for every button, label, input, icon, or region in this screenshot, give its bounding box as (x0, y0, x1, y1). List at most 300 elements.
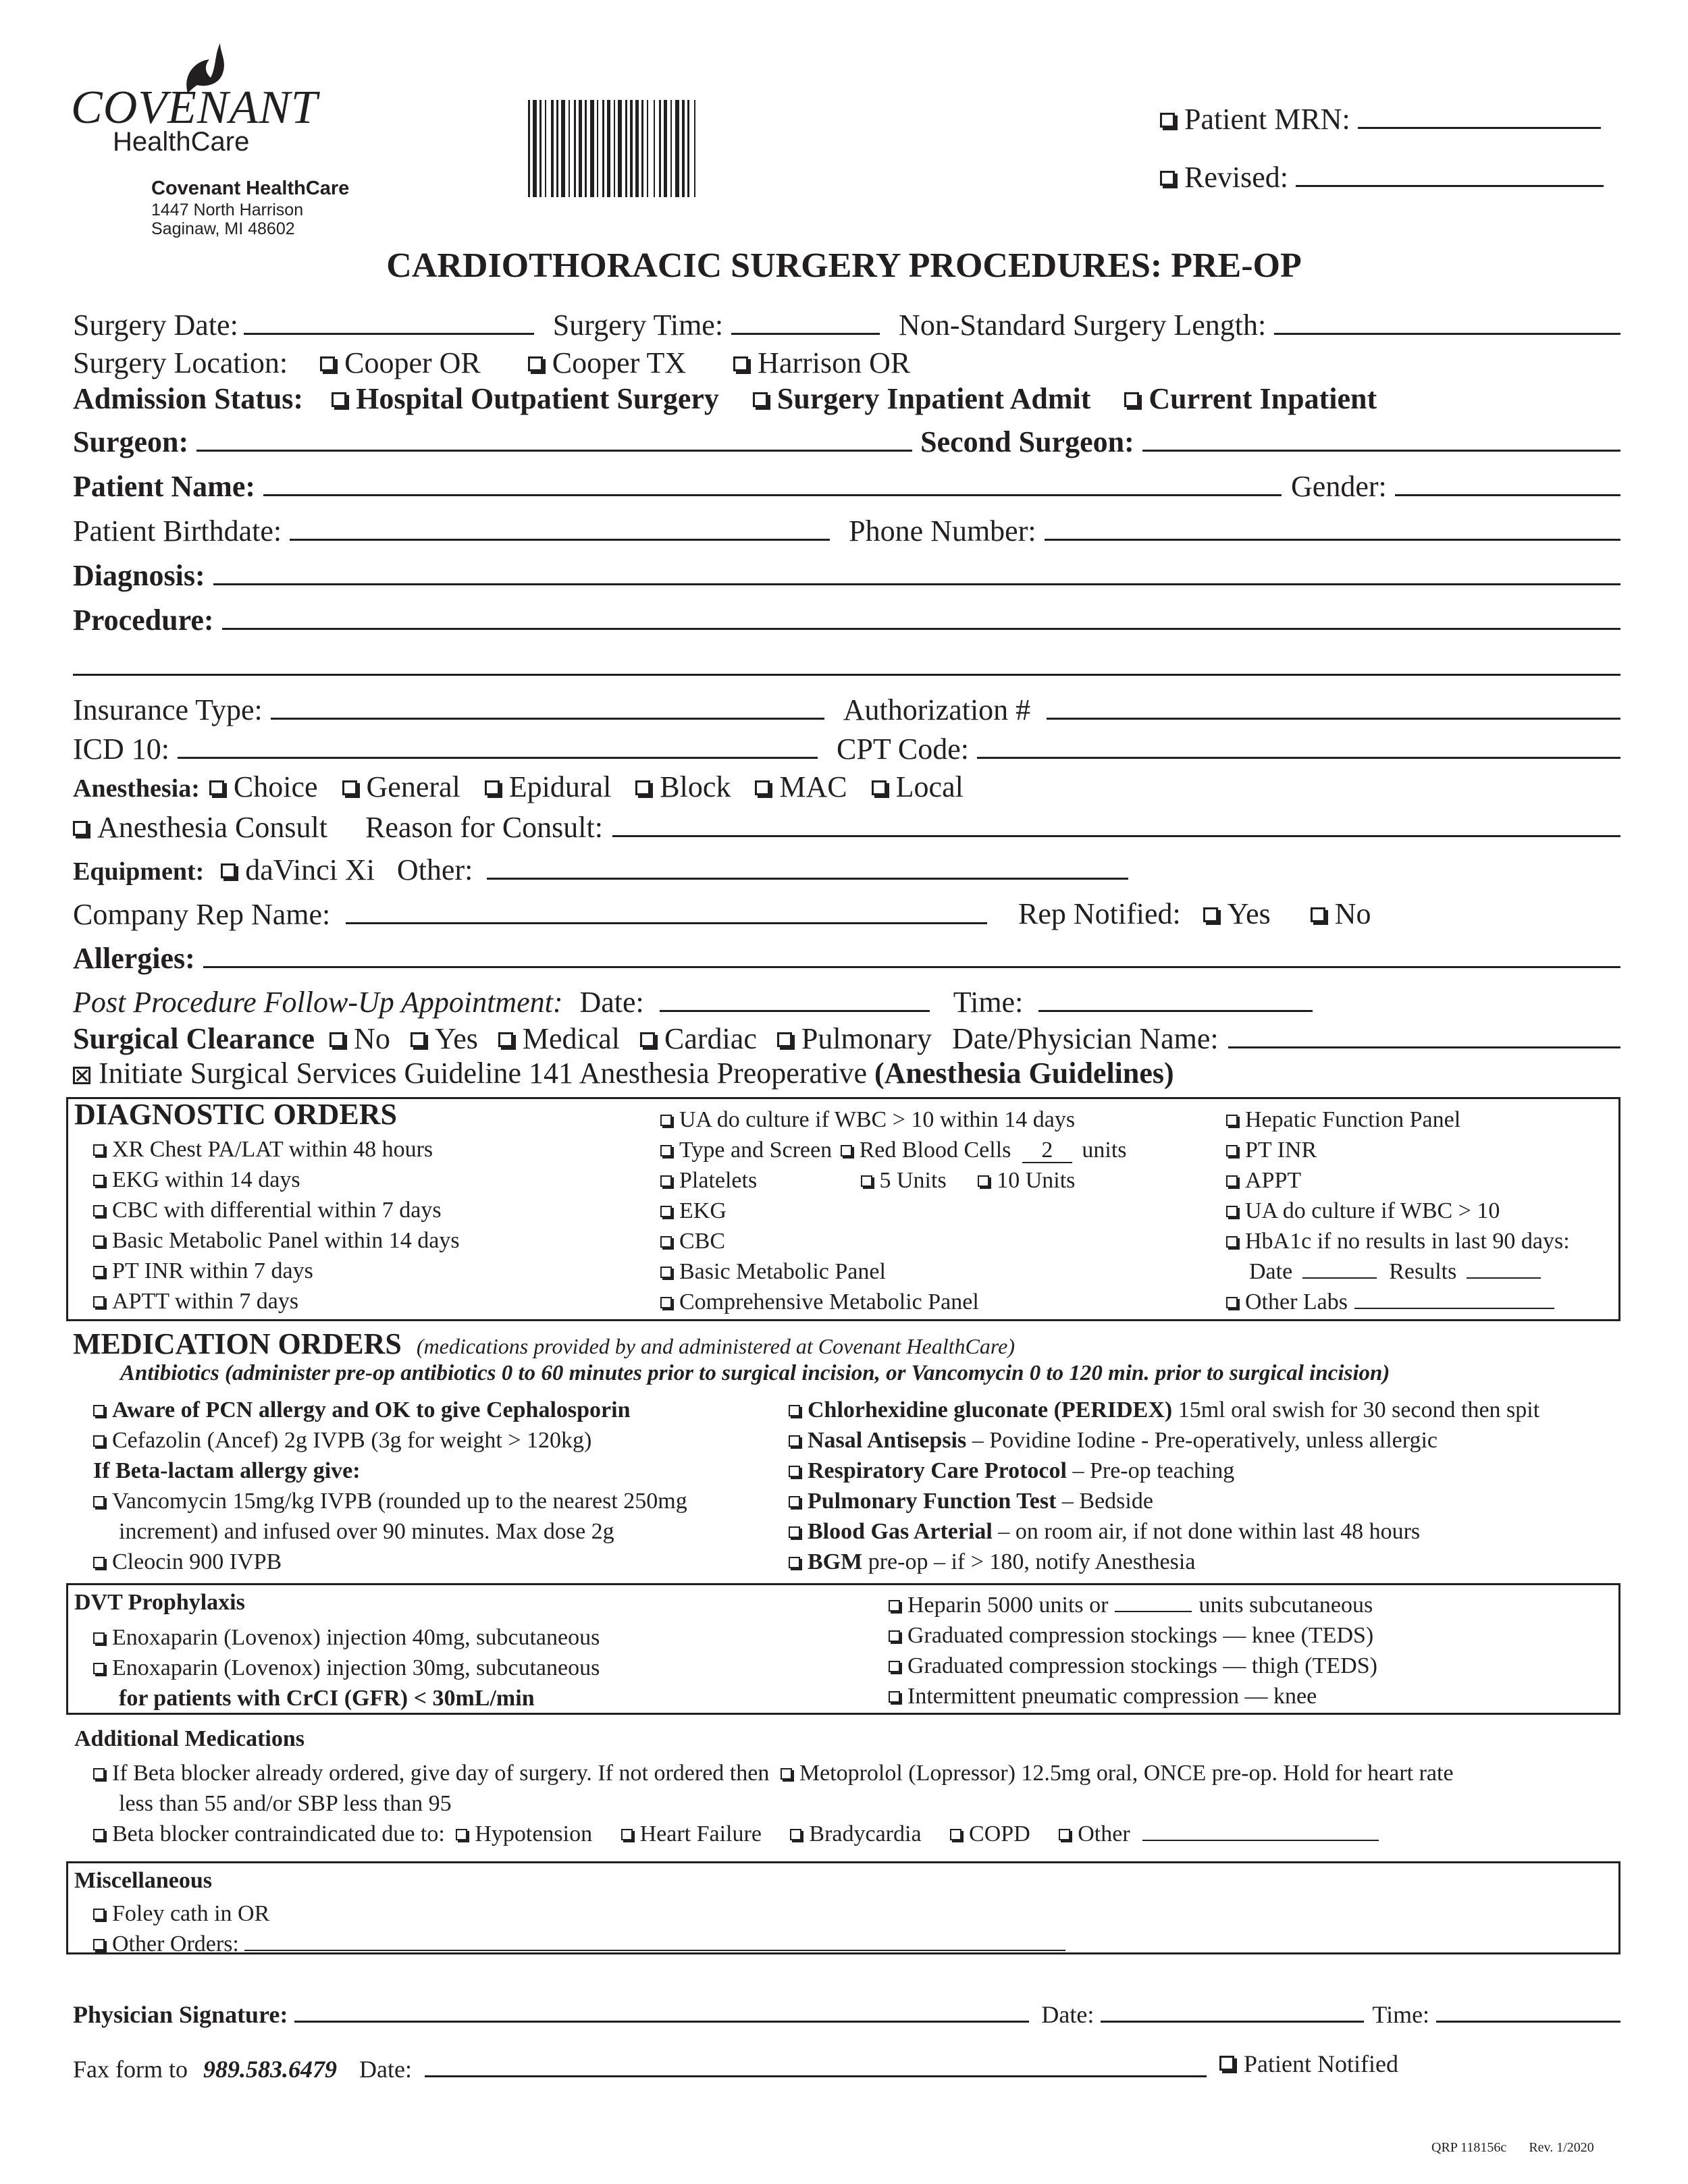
misc-other-orders[interactable]: Other Orders: (93, 1929, 1065, 1959)
admission-current-inpatient[interactable]: Current Inpatient (1124, 381, 1377, 416)
barcode-bar (664, 100, 667, 197)
diag-platelets[interactable]: Platelets (660, 1165, 855, 1196)
med-pcn-allergy[interactable]: Aware of PCN allergy and OK to give Cephalosporin (93, 1395, 687, 1425)
anesthesia-consult-row (73, 809, 1620, 845)
antibiotics-note: Antibiotics (administer pre-op antibiotics 0 to 60 minutes prior to surgical incision, or Vancomycin 0 to 120 min. prior to surgical incision) (120, 1361, 1390, 1385)
admission-inpatient-admit[interactable]: Surgery Inpatient Admit (753, 381, 1090, 416)
dvt-crcl-note: for patients with CrCI (GFR) < 30mL/min (119, 1686, 535, 1711)
beta-blocker-ordered[interactable]: If Beta blocker already ordered, give day of surgery. If not ordered then (93, 1761, 769, 1786)
authorization-input[interactable] (1047, 692, 1620, 720)
med-blood-gas[interactable]: Blood Gas Arterial – on room air, if not done within last 48 hours (789, 1516, 1539, 1547)
dvt-stockings-thigh[interactable]: Graduated compression stockings — thigh (TEDS) (889, 1651, 1377, 1681)
med-vancomycin[interactable]: Vancomycin 15mg/kg IVPB (rounded up to the nearest 250mg (93, 1486, 687, 1516)
anesthesia-general[interactable]: General (342, 770, 460, 804)
platelets-10-units[interactable]: 10 Units (978, 1168, 1075, 1193)
dvt-enoxaparin-40[interactable]: Enoxaparin (Lovenox) injection 40mg, subcutaneous (93, 1622, 600, 1653)
admission-outpatient[interactable]: Hospital Outpatient Surgery (332, 381, 719, 416)
form-code-row (1431, 2140, 1594, 2156)
diagnostic-heading: DIAGNOSTIC ORDERS (74, 1098, 397, 1131)
followup-label: Post Procedure Follow-Up Appointment: (73, 986, 563, 1019)
barcode-bar (539, 100, 542, 197)
anesthesia-block[interactable]: Block (635, 770, 731, 804)
checkbox-icon[interactable] (978, 1175, 989, 1187)
checkbox-icon[interactable] (332, 392, 346, 407)
surgeon-input[interactable] (196, 424, 912, 452)
signature-row (73, 1995, 1620, 2029)
surgeon-label: Surgeon: (73, 425, 189, 458)
platelets-5-units[interactable]: 5 Units (861, 1168, 947, 1193)
fax-date-input[interactable] (425, 2050, 1207, 2077)
diagnostic-col1 (93, 1134, 460, 1316)
checkbox-icon[interactable] (660, 1175, 672, 1187)
hba1c-results-input[interactable] (1467, 1257, 1541, 1279)
signature-date-label: Date: (1041, 2001, 1094, 2028)
checkbox-icon[interactable] (660, 1145, 672, 1156)
second-surgeon-input[interactable] (1142, 424, 1620, 452)
beta-blocker-order-row (93, 1758, 1454, 1788)
checkbox-icon[interactable] (753, 392, 768, 407)
contra-bradycardia[interactable]: Bradycardia (790, 1821, 921, 1846)
patient-name-label: Patient Name: (73, 470, 256, 503)
revised-field[interactable] (1160, 159, 1604, 194)
checkbox-icon[interactable] (789, 1496, 800, 1508)
birthdate-label: Patient Birthdate: (73, 514, 282, 548)
diag-type-screen-row (660, 1135, 1127, 1165)
patient-mrn-label: Patient MRN: (1184, 103, 1350, 136)
clearance-medical[interactable]: Medical (498, 1021, 620, 1056)
checkbox-icon[interactable] (872, 780, 887, 795)
hba1c-date-results (1226, 1256, 1570, 1287)
barcode-bar (533, 100, 537, 197)
covenant-logo (71, 41, 327, 162)
other-labs-input[interactable] (1354, 1287, 1554, 1309)
rep-notified-label: Rep Notified: (1018, 897, 1181, 930)
med-bgm[interactable]: BGM pre-op – if > 180, notify Anesthesia (789, 1547, 1539, 1577)
diag2-cmp[interactable]: Comprehensive Metabolic Panel (660, 1287, 1127, 1317)
diagnostic-col3 (1226, 1104, 1570, 1317)
checkbox-icon[interactable] (221, 863, 236, 878)
misc-foley[interactable]: Foley cath in OR (93, 1898, 1065, 1929)
patient-notified[interactable]: Patient Notified (1219, 2050, 1398, 2078)
checkbox-icon[interactable] (841, 1145, 852, 1156)
med-cleocin[interactable]: Cleocin 900 IVPB (93, 1547, 687, 1577)
barcode-bar (579, 100, 582, 197)
checkbox-icon[interactable] (93, 1768, 105, 1780)
diag2-cbc[interactable]: CBC (660, 1226, 1127, 1256)
nonstandard-length-input[interactable] (1274, 307, 1620, 335)
checkbox-icon[interactable] (1219, 2056, 1234, 2071)
barcode-bar (641, 100, 643, 197)
org-address-2: Saginaw, MI 48602 (151, 219, 295, 238)
cpt-label: CPT Code: (837, 733, 970, 766)
barcode-bar (545, 100, 546, 197)
checkbox-icon[interactable] (93, 1663, 105, 1674)
checkbox-icon[interactable] (889, 1661, 900, 1672)
beta-contra-row (93, 1819, 1454, 1849)
equipment-other-label: Other: (396, 853, 473, 886)
hba1c-date-input[interactable] (1302, 1257, 1377, 1279)
checkbox-icon[interactable] (755, 780, 770, 795)
checkbox-icon[interactable] (790, 1829, 801, 1840)
fax-date-label: Date: (359, 2056, 412, 2083)
checkbox-icon[interactable] (781, 1768, 792, 1780)
diag2-bmp[interactable]: Basic Metabolic Panel (660, 1256, 1127, 1287)
medication-heading-note: (medications provided by and administered at Covenant HealthCare) (416, 1334, 1015, 1358)
diag-type-screen[interactable]: Type and Screen (660, 1138, 832, 1163)
checkbox-icon[interactable] (889, 1691, 900, 1703)
checkbox-icon[interactable] (733, 356, 748, 371)
signature-time-label: Time: (1372, 2001, 1430, 2028)
second-surgeon-label: Second Surgeon: (920, 425, 1134, 458)
diag2-ekg[interactable]: EKG (660, 1196, 1127, 1226)
med-chlorhexidine[interactable]: Chlorhexidine gluconate (PERIDEX) 15ml oral swish for 30 second then spit (789, 1395, 1539, 1425)
anesthesia-mac[interactable]: MAC (755, 770, 847, 804)
diag-pt-inr[interactable]: PT INR within 7 days (93, 1256, 460, 1286)
equipment-other-input[interactable] (487, 852, 1128, 880)
checkbox-icon[interactable] (93, 1205, 105, 1217)
contra-other[interactable]: Other (1059, 1821, 1130, 1846)
additional-block (93, 1758, 1454, 1849)
checkbox-icon[interactable] (93, 1235, 105, 1247)
followup-time-input[interactable] (1038, 984, 1313, 1012)
checkbox-icon[interactable] (635, 780, 650, 795)
checkbox-icon[interactable] (789, 1405, 800, 1416)
checkbox-icon[interactable] (660, 1206, 672, 1217)
contra-heart-failure[interactable]: Heart Failure (621, 1821, 762, 1846)
anesthesia-row (73, 770, 1620, 804)
birthdate-row (73, 513, 1620, 548)
reason-consult-input[interactable] (612, 809, 1620, 837)
checkbox-icon[interactable] (1226, 1115, 1238, 1126)
checkbox-icon[interactable] (93, 1939, 105, 1950)
checkbox-icon[interactable] (1226, 1175, 1238, 1187)
barcode-bar (630, 100, 633, 197)
diag-hepatic[interactable]: Hepatic Function Panel (1226, 1104, 1570, 1135)
barcode-bar (551, 100, 554, 197)
rbc-units-value[interactable]: 2 (1022, 1139, 1072, 1163)
medication-heading: MEDICATION ORDERS (73, 1327, 402, 1360)
fax-row (73, 2050, 1207, 2083)
checkbox-icon[interactable] (1124, 392, 1139, 407)
checkbox-icon[interactable] (660, 1267, 672, 1278)
procedure-label: Procedure: (73, 604, 214, 637)
patient-mrn-field[interactable] (1160, 101, 1601, 136)
checkbox-icon[interactable] (498, 1032, 513, 1047)
diag-appt[interactable]: APPT (1226, 1165, 1570, 1196)
birthdate-input[interactable] (290, 513, 830, 541)
patient-mrn-line[interactable] (1358, 101, 1601, 129)
date-physician-label: Date/Physician Name: (951, 1022, 1219, 1055)
beta-contraindicated[interactable]: Beta blocker contraindicated due to: (93, 1821, 445, 1846)
checkbox-icon[interactable] (950, 1829, 961, 1840)
date-physician-input[interactable] (1228, 1021, 1620, 1048)
diag-hba1c[interactable]: HbA1c if no results in last 90 days: (1226, 1226, 1570, 1256)
phone-label: Phone Number: (849, 514, 1036, 548)
medication-right (789, 1395, 1539, 1577)
allergies-label: Allergies: (73, 942, 195, 975)
allergies-input[interactable] (203, 940, 1620, 968)
dvt-right (889, 1590, 1377, 1711)
barcode (528, 100, 845, 197)
barcode-bar (528, 100, 530, 197)
anesthesia-epidural[interactable]: Epidural (485, 770, 612, 804)
checkbox-icon[interactable] (621, 1829, 633, 1840)
checkbox-icon[interactable] (1226, 1297, 1238, 1308)
diagnosis-label: Diagnosis: (73, 559, 205, 592)
beta-lactam-label: If Beta-lactam allergy give: (93, 1458, 361, 1483)
insurance-row (73, 692, 1620, 727)
barcode-bar (659, 100, 661, 197)
contra-hypotension[interactable]: Hypotension (456, 1821, 592, 1846)
surgery-time-label: Surgery Time: (552, 309, 724, 342)
contra-copd[interactable]: COPD (950, 1821, 1030, 1846)
diag-ua-culture-14[interactable]: UA do culture if WBC > 10 within 14 days (660, 1104, 1127, 1135)
dvt-heading: DVT Prophylaxis (74, 1590, 245, 1615)
misc-items (93, 1898, 1065, 1959)
checkbox-icon[interactable] (889, 1630, 900, 1642)
procedure-input[interactable] (222, 602, 1620, 630)
barcode-bar (647, 100, 648, 197)
checkbox-icon[interactable] (93, 1909, 105, 1920)
form-code: QRP 118156c (1431, 2140, 1507, 2155)
misc-heading: Miscellaneous (74, 1868, 212, 1893)
diag-rbc[interactable]: Red Blood Cells (841, 1138, 1011, 1163)
location-cooper-tx[interactable]: Cooper TX (528, 346, 686, 380)
gender-label: Gender: (1291, 470, 1387, 503)
clearance-pulmonary[interactable]: Pulmonary (777, 1021, 932, 1056)
medication-left (93, 1395, 687, 1577)
dvt-enoxaparin-30[interactable]: Enoxaparin (Lovenox) injection 30mg, subcutaneous (93, 1653, 600, 1683)
checkbox-icon[interactable] (528, 356, 543, 371)
checkbox-icon[interactable] (93, 1144, 105, 1156)
barcode-bar (556, 100, 558, 197)
checkbox-icon[interactable] (485, 780, 500, 795)
location-harrison-or[interactable]: Harrison OR (733, 346, 910, 380)
clearance-cardiac[interactable]: Cardiac (640, 1021, 757, 1056)
checkbox-icon[interactable] (777, 1032, 792, 1047)
company-rep-input[interactable] (346, 897, 987, 924)
additional-heading: Additional Medications (74, 1726, 305, 1751)
followup-date-input[interactable] (660, 984, 930, 1012)
checkbox-icon[interactable] (789, 1526, 800, 1538)
diag-platelets-row (660, 1165, 1127, 1196)
checkbox-icon[interactable] (660, 1115, 672, 1126)
checkbox-icon[interactable] (93, 1296, 105, 1308)
checkbox-icon[interactable] (93, 1829, 105, 1840)
rep-notified-no[interactable]: No (1311, 897, 1371, 930)
barcode-bar (675, 100, 679, 197)
location-cooper-or[interactable]: Cooper OR (320, 346, 481, 380)
surgery-location-label: Surgery Location: (73, 346, 288, 379)
equipment-label: Equipment: (73, 857, 205, 886)
clearance-no[interactable]: No (329, 1021, 390, 1056)
physician-signature-label: Physician Signature: (73, 2001, 288, 2028)
admission-status-label: Admission Status: (73, 382, 304, 415)
diagnosis-input[interactable] (213, 558, 1620, 585)
checkbox-icon[interactable] (93, 1266, 105, 1277)
diag-ua-culture[interactable]: UA do culture if WBC > 10 (1226, 1196, 1570, 1226)
barcode-bar (607, 100, 610, 197)
anesthesia-choice[interactable]: Choice (209, 770, 318, 804)
beta-blocker-line2: less than 55 and/or SBP less than 95 (119, 1791, 452, 1816)
med-nasal-antisepsis[interactable]: Nasal Antisepsis – Povidine Iodine - Pre-operatively, unless allergic (789, 1425, 1539, 1456)
insurance-type-input[interactable] (271, 692, 824, 720)
anesthesia-local[interactable]: Local (872, 770, 964, 804)
checkbox-icon[interactable] (1311, 907, 1325, 922)
anesthesia-consult[interactable]: Anesthesia Consult (73, 810, 327, 845)
icd-row (73, 731, 1620, 766)
physician-signature-input[interactable] (294, 1995, 1029, 2023)
checkbox-icon[interactable] (456, 1829, 467, 1840)
barcode-bar (597, 100, 598, 197)
checkbox-icon[interactable] (342, 780, 357, 795)
checkbox-icon[interactable] (789, 1466, 800, 1477)
barcode-bar (574, 100, 576, 197)
barcode-bar (614, 100, 615, 197)
org-address-1: 1447 North Harrison (151, 201, 304, 219)
form-revision: Rev. 1/2020 (1529, 2140, 1594, 2155)
followup-date-label: Date: (579, 986, 644, 1019)
surgery-date-row (73, 307, 1620, 342)
equipment-row (73, 852, 1128, 887)
checkbox-icon[interactable] (1226, 1236, 1238, 1248)
diagnostic-col2 (660, 1104, 1127, 1317)
dvt-pneumatic-compression[interactable]: Intermittent pneumatic compression — knee (889, 1681, 1377, 1711)
barcode-bar (687, 100, 689, 197)
phone-input[interactable] (1045, 513, 1620, 541)
diag-xr-chest[interactable]: XR Chest PA/LAT within 48 hours (93, 1134, 460, 1165)
med-cefazolin[interactable]: Cefazolin (Ancef) 2g IVPB (3g for weight > 120kg) (93, 1425, 687, 1456)
checkbox-icon[interactable] (861, 1175, 872, 1187)
barcode-bar (625, 100, 627, 197)
initiate-guideline[interactable]: Initiate Surgical Services Guideline 141 Anesthesia Preoperative (Anesthesia Guidelines) (73, 1056, 1174, 1090)
company-rep-label: Company Rep Name: (73, 898, 331, 931)
checkbox-icon[interactable] (789, 1557, 800, 1568)
hba1c-date-label: Date (1249, 1259, 1293, 1284)
checkbox-icon[interactable] (1203, 907, 1218, 922)
checkbox-icon[interactable] (329, 1032, 344, 1047)
rep-notified-yes[interactable]: Yes (1203, 897, 1271, 930)
checkbox-icon[interactable] (93, 1405, 105, 1416)
surgery-location-row (73, 346, 1620, 380)
signature-time-input[interactable] (1436, 1995, 1620, 2023)
surgery-date-input[interactable] (244, 307, 534, 335)
rep-notified-group (1018, 897, 1371, 931)
allergies-row (73, 940, 1620, 976)
fax-number: 989.583.6479 (203, 2056, 337, 2083)
contra-other-input[interactable] (1142, 1819, 1379, 1841)
checkbox-icon[interactable] (93, 1496, 105, 1508)
dvt-heparin[interactable]: Heparin 5000 units or units subcutaneous (889, 1590, 1377, 1620)
checkbox-icon[interactable] (1226, 1206, 1238, 1217)
checkbox-icon[interactable] (411, 1032, 425, 1047)
checkbox-icon[interactable] (640, 1032, 655, 1047)
equipment-davinci[interactable]: daVinci Xi (221, 853, 375, 886)
revised-checkbox[interactable] (1160, 171, 1175, 186)
revised-line[interactable] (1296, 159, 1604, 187)
checkbox-icon[interactable] (660, 1297, 672, 1308)
barcode-bar (694, 100, 695, 197)
checkbox-icon[interactable] (93, 1557, 105, 1568)
diagnosis-row (73, 558, 1620, 593)
gender-input[interactable] (1395, 469, 1620, 496)
checkbox-icon[interactable] (889, 1600, 900, 1612)
insurance-type-label: Insurance Type: (73, 693, 263, 726)
procedure-input-line2[interactable] (73, 655, 1620, 676)
icd10-input[interactable] (178, 731, 818, 759)
authorization-label: Authorization # (843, 693, 1031, 726)
clearance-yes[interactable]: Yes (411, 1021, 478, 1056)
med-respiratory-care[interactable]: Respiratory Care Protocol – Pre-op teaching (789, 1456, 1539, 1486)
checkbox-icon[interactable] (93, 1632, 105, 1644)
fax-label: Fax form to (73, 2056, 188, 2083)
checkbox-icon[interactable] (1059, 1829, 1070, 1840)
icd10-label: ICD 10: (73, 733, 169, 766)
other-orders-input[interactable] (244, 1929, 1065, 1951)
surgical-clearance-label: Surgical Clearance (73, 1022, 315, 1055)
barcode-bar (590, 100, 594, 197)
barcode-bar (561, 100, 565, 197)
anesthesia-label: Anesthesia: (73, 774, 200, 803)
logo-brand: COVENANT (71, 82, 318, 134)
checkbox-icon[interactable] (93, 1435, 105, 1447)
dvt-stockings-knee[interactable]: Graduated compression stockings — knee (TEDS) (889, 1620, 1377, 1651)
surgeon-row (73, 424, 1620, 459)
checkbox-icon[interactable] (209, 780, 224, 795)
patient-name-input[interactable] (263, 469, 1282, 496)
checkbox-icon[interactable] (1226, 1145, 1238, 1156)
checkbox-icon[interactable] (789, 1435, 800, 1447)
checkbox-icon[interactable] (93, 1175, 105, 1186)
checkbox-icon[interactable] (660, 1236, 672, 1248)
org-name: Covenant HealthCare (151, 178, 350, 199)
barcode-bar (682, 100, 685, 197)
nonstandard-length-label: Non-Standard Surgery Length: (899, 309, 1267, 342)
diag-ekg[interactable]: EKG within 14 days (93, 1165, 460, 1195)
heparin-units-input[interactable] (1115, 1591, 1192, 1612)
cpt-input[interactable] (977, 731, 1620, 759)
procedure-row (73, 602, 1620, 637)
diag-cbc[interactable]: CBC with differential within 7 days (93, 1195, 460, 1225)
barcode-bar (635, 100, 639, 197)
diag-bmp[interactable]: Basic Metabolic Panel within 14 days (93, 1225, 460, 1256)
checkbox-icon[interactable] (320, 356, 335, 371)
rbc-units-label: units (1082, 1138, 1127, 1163)
diag-other-labs[interactable]: Other Labs (1226, 1287, 1570, 1317)
medication-heading-row (73, 1327, 1015, 1361)
surgery-date-label: Surgery Date: (73, 309, 238, 342)
barcode-bar (618, 100, 622, 197)
surgical-clearance-row (73, 1021, 1620, 1056)
diag-aptt[interactable]: APTT within 7 days (93, 1286, 460, 1316)
logo-sub: HealthCare (113, 127, 250, 157)
signature-date-input[interactable] (1101, 1995, 1364, 2023)
revised-label: Revised: (1184, 161, 1288, 194)
reason-consult-label: Reason for Consult: (365, 811, 603, 844)
patient-mrn-checkbox[interactable] (1160, 113, 1175, 128)
diag3-pt-inr[interactable]: PT INR (1226, 1135, 1570, 1165)
company-rep-row (73, 897, 987, 932)
barcode-bar (654, 100, 655, 197)
med-pulmonary-function[interactable]: Pulmonary Function Test – Bedside (789, 1486, 1539, 1516)
barcode-bar (670, 100, 672, 197)
checked-checkbox-icon[interactable] (73, 1067, 90, 1084)
patient-name-row (73, 469, 1620, 504)
surgery-time-input[interactable] (731, 307, 880, 335)
checkbox-icon[interactable] (73, 821, 88, 836)
metoprolol-option[interactable]: Metoprolol (Lopressor) 12.5mg oral, ONCE pre-op. Hold for heart rate (781, 1761, 1454, 1786)
followup-row (73, 984, 1313, 1019)
